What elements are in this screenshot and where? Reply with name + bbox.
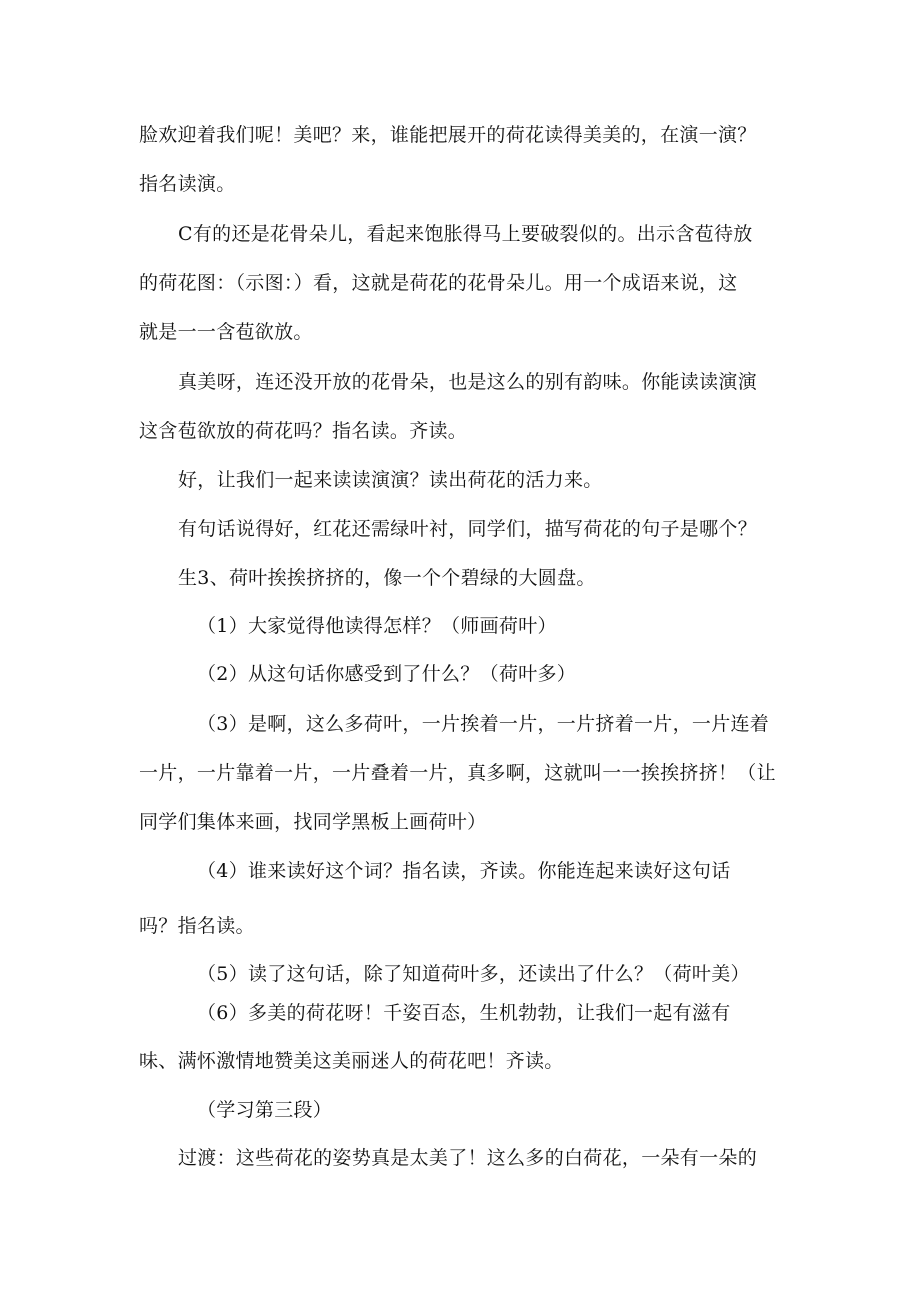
text-line: 吗？指名读。 [139, 915, 255, 937]
text-line: 同学们集体来画，找同学黑板上画荷叶） [139, 811, 487, 833]
text-line: 真美呀，连还没开放的花骨朵，也是这么的别有韵味。你能读读演演 [178, 371, 758, 393]
text-line: 的荷花图：（示图：）看，这就是荷花的花骨朵儿。用一个成语来说，这 [139, 272, 738, 294]
text-line: 一片，一片靠着一片，一片叠着一片，真多啊，这就叫一一挨挨挤挤！（让 [139, 762, 776, 784]
text-line: （1）大家觉得他读得怎样？（师画荷叶） [197, 615, 557, 637]
text-line: 脸欢迎着我们呢！美吧？来，谁能把展开的荷花读得美美的，在演一演？ [139, 124, 757, 146]
text-line: （2）从这句话你感受到了什么？（荷叶多） [197, 663, 577, 685]
text-line: 过渡：这些荷花的姿势真是太美了！这么多的白荷花，一朵有一朵的 [178, 1147, 758, 1169]
text-line: 味、满怀激情地赞美这美丽迷人的荷花吧！齐读。 [139, 1050, 564, 1072]
text-line: C有的还是花骨朵儿，看起来饱胀得马上要破裂似的。出示含苞待放 [178, 223, 753, 245]
text-line: 指名读演。 [139, 173, 236, 195]
text-line: 有句话说得好，红花还需绿叶衬，同学们，描写荷花的句子是哪个？ [178, 518, 758, 540]
text-line: 就是一一含苞欲放。 [139, 321, 313, 343]
text-line: （5）读了这句话，除了知道荷叶多，还读出了什么？（荷叶美） [197, 963, 750, 985]
text-line: （3）是啊，这么多荷叶，一片挨着一片，一片挤着一片，一片连着 [197, 713, 770, 735]
text-line: 生3、荷叶挨挨挤挤的，像一个个碧绿的大圆盘。 [178, 567, 596, 589]
text-line: 好，让我们一起来读读演演？读出荷花的活力来。 [178, 469, 603, 491]
text-line: 这含苞欲放的荷花吗？指名读。齐读。 [139, 420, 468, 442]
text-line: （学习第三段） [197, 1099, 333, 1121]
text-line: （6）多美的荷花呀！千姿百态，生机勃勃，让我们一起有滋有 [197, 1002, 731, 1024]
text-line: （4）谁来读好这个词？指名读，齐读。你能连起来读好这句话 [197, 860, 731, 882]
